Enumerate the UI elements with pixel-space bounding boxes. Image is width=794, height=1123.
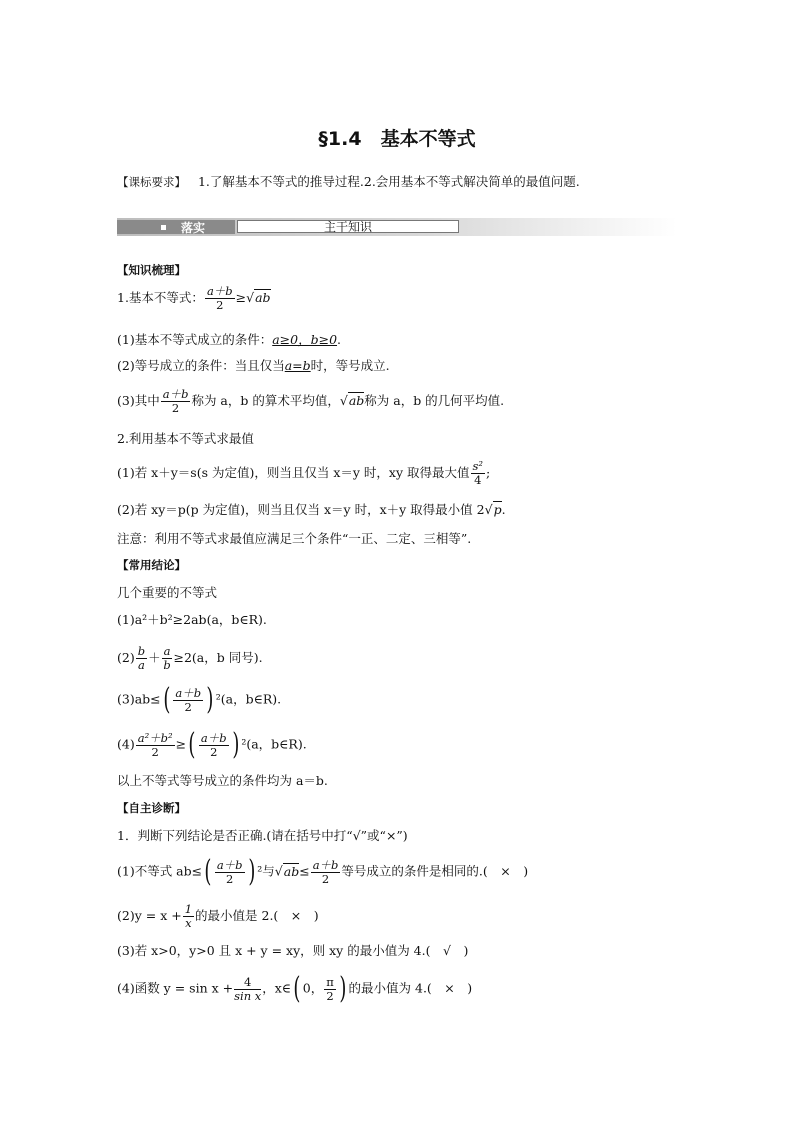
sc-i1-prefix: (1)不等式 ab≤: [117, 863, 203, 879]
kn-line-7: (2)若 xy＝p(p 为定值)，则当且仅当 x＝y 时，x＋y 取得最小值 2√p.: [117, 502, 506, 517]
numerator: a＋b: [200, 730, 227, 745]
fraction: [183, 903, 194, 930]
banner-dark-block: [117, 220, 235, 234]
page-title: §1.4 基本不等式: [318, 128, 476, 150]
denominator: b: [163, 658, 171, 672]
kn-line-2: (1)基本不等式成立的条件：a≥0，b≥0.: [117, 332, 342, 347]
numerator: a＋b: [206, 284, 233, 298]
section-selfcheck: 【自主诊断】: [117, 801, 186, 815]
section-banner: [117, 218, 677, 236]
cc-intro: 几个重要的不等式: [117, 585, 218, 600]
cc-formula-3: [117, 682, 282, 717]
cc-f2-suffix: ≥2(a，b 同号).: [173, 650, 263, 665]
right-paren: ): [247, 854, 255, 889]
denominator: 2: [210, 744, 218, 759]
cc-f4-suffix: ²(a，b∈R).: [241, 736, 307, 752]
cc-f3-prefix: (3)ab≤: [117, 691, 161, 707]
kn-l4-suffix: 称为 a，b 的几何平均值.: [364, 393, 505, 408]
left-paren: (: [293, 971, 301, 1006]
numerator: b: [137, 644, 146, 658]
kn-line-1: 1.基本不等式： $\frac{a+b}{2}$ ≥√ab: [117, 284, 271, 312]
kn-l4-mid: 称为 a，b 的算术平均值，: [191, 393, 340, 408]
numerator: a: [163, 644, 171, 658]
kn-line-8: 注意：利用不等式求最值应满足三个条件“一正、二定、三相等”.: [117, 531, 472, 546]
interval-start: 0，: [302, 980, 324, 996]
denominator: x: [185, 916, 192, 930]
square-icon: [161, 225, 166, 230]
fraction: [161, 388, 191, 415]
right-paren: ): [339, 971, 347, 1006]
banner-right-label: 主干知识: [237, 220, 459, 233]
kn-l6-text: (1)若 x＋y＝s(s 为定值)，则当且仅当 x＝y 时，xy 取得最大值: [117, 465, 470, 480]
numerator: 4: [234, 976, 261, 990]
kn-l3-suffix: 时，等号成立.: [310, 358, 390, 373]
sc-item-3: (3)若 x>0，y>0 且 x + y = xy，则 xy 的最小值为 4.( √ ): [117, 943, 469, 958]
denominator: 2: [226, 871, 234, 886]
fraction: [471, 460, 486, 487]
numerator: 1: [184, 902, 193, 916]
numerator: s²: [472, 459, 484, 473]
kn-l3-condition: a=b: [284, 358, 311, 373]
fraction: [199, 732, 229, 759]
requirement-text: 1.了解基本不等式的推导过程.2.会用基本不等式解决简单的最值问题.: [197, 174, 580, 189]
sqrt-ab: ab: [348, 393, 365, 408]
course-requirement: [117, 172, 580, 190]
denominator: 2: [326, 988, 334, 1003]
sc-i1-suffix: 等号成立的条件是相同的.( × ): [341, 863, 529, 879]
kn-line-5: 2.利用基本不等式求最值: [117, 431, 254, 446]
kn-line-6: (1)若 x＋y＝s(s 为定值)，则当且仅当 x＝y 时，xy 取得最大值 $\frac{\text{s²}}{4}$ ;: [117, 459, 491, 487]
sc-i1-mid: ²与: [257, 863, 275, 879]
fraction: [324, 976, 336, 1003]
kn-line-4: (3)其中 $\frac{a+b}{2}$ 称为 a，b 的算术平均值，√ab称为 a，b 的几何平均值.: [117, 387, 505, 415]
cc-note: 以上不等式等号成立的条件均为 a＝b.: [117, 773, 328, 788]
denominator: 2: [184, 699, 192, 714]
sc-i2-prefix: (2)y = x +: [117, 908, 182, 923]
kn-line-3: [117, 357, 390, 375]
sc-i4-prefix: (4)函数 y = sin x +: [117, 980, 234, 996]
denominator: 4: [474, 473, 482, 487]
sqrt-ab: ab: [255, 290, 271, 305]
kn-l7-text: (2)若 xy＝p(p 为定值)，则当且仅当 x＝y 时，x＋y 取得最小值 2: [117, 502, 485, 517]
fraction: [136, 732, 175, 759]
denominator: 2: [216, 298, 224, 312]
sc-item-2: [117, 903, 319, 930]
right-paren: ): [206, 682, 214, 717]
numerator: a＋b: [216, 857, 243, 872]
numerator: a＋b: [162, 387, 189, 401]
fraction: [173, 687, 203, 714]
sqrt-ab: ab: [283, 863, 300, 879]
denominator: a: [137, 658, 145, 672]
numerator: a＋b: [312, 857, 339, 872]
sc-item-1: (1)不等式 ab≤( $\frac{a+b}{2}$ ) ²与√ab≤ $\frac{a+b}{2}$ 等号成立的条件是相同的.( × ): [117, 854, 529, 889]
sc-i4-suffix: 的最小值为 4.( × ): [348, 980, 473, 996]
kn-l3-prefix: (2)等号成立的条件：当且仅当: [117, 358, 285, 373]
numerator: a²＋b²: [137, 730, 173, 745]
numerator: a＋b: [175, 685, 202, 700]
kn-l2-text: (1)基本不等式成立的条件：: [117, 332, 273, 347]
geq-sign: ≥: [235, 290, 247, 305]
numerator: π: [326, 974, 334, 989]
fraction: [234, 976, 261, 1003]
kn-l1-prefix: 1.基本不等式：: [117, 290, 204, 305]
fraction: [311, 859, 341, 886]
cc-formula-4: (4) $\frac{\text{a²＋b²}}{2}$ ≥( $\frac{a+b}{2}$ ) ²(a，b∈R).: [117, 727, 307, 762]
section-conclusions: 【常用结论】: [117, 558, 186, 572]
fraction: [205, 285, 235, 312]
sc-item-4: [117, 971, 473, 1006]
left-paren: (: [204, 854, 212, 889]
banner-left-label: 落实: [181, 221, 206, 235]
cc-formula-2: (2) $\frac{b}{a}$ ＋ $\frac{a}{b}$ ≥2(a，b 同号).: [117, 644, 263, 672]
denominator: 2: [171, 401, 180, 415]
fraction: [215, 859, 245, 886]
sc-i2-suffix: 的最小值是 2.( × ): [195, 908, 319, 923]
sqrt-p: p: [493, 502, 502, 517]
requirement-tag: 【课标要求】: [117, 175, 186, 189]
right-paren: ): [231, 727, 239, 762]
kn-l2-condition: a≥0，b≥0: [272, 332, 338, 347]
cc-f3-suffix: ²(a，b∈R).: [215, 691, 282, 707]
sc-question: 1．判断下列结论是否正确.(请在括号中打“√”或“×”): [117, 828, 408, 843]
left-paren: (: [188, 727, 196, 762]
cc-formula-1: (1)a²＋b²≥2ab(a，b∈R).: [117, 612, 267, 627]
denominator: sin x: [234, 988, 262, 1003]
kn-l4-prefix: (3)其中: [117, 393, 160, 408]
fraction: [162, 645, 173, 672]
fraction: [136, 645, 147, 672]
sc-i4-mid: ，x∈: [262, 980, 292, 996]
section-knowledge: 【知识梳理】: [117, 263, 186, 277]
denominator: 2: [321, 871, 330, 886]
denominator: 2: [151, 744, 159, 759]
left-paren: (: [162, 682, 171, 717]
